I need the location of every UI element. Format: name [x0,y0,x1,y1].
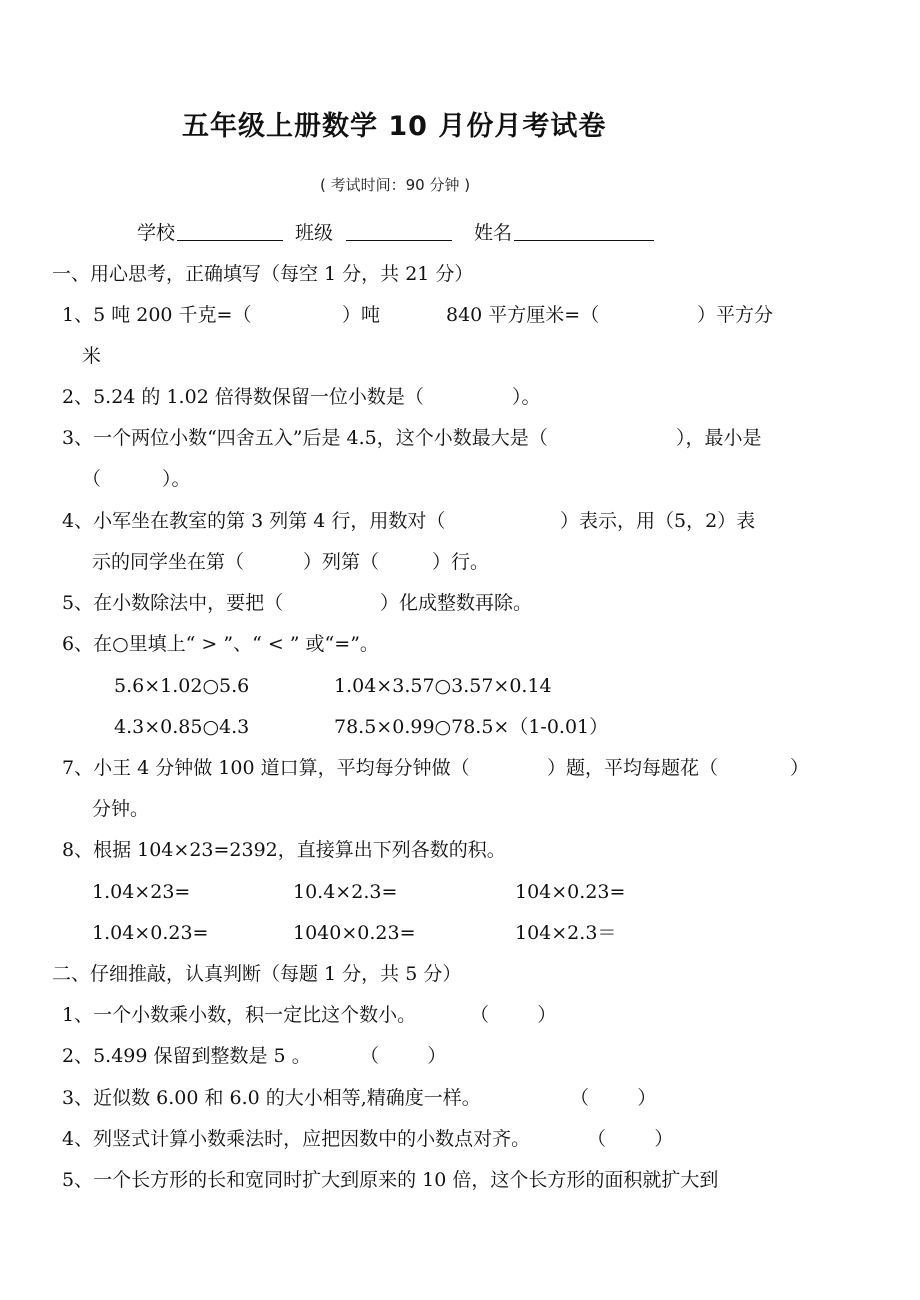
question-text: ）平方分 [697,304,774,326]
class-blank[interactable] [346,220,452,248]
calc-item: 104×2.3＝ [515,922,617,944]
question-text: 3、一个两位小数“四舍五入”后是 4.5，这个小数最大是（ [62,427,548,449]
answer-parentheses[interactable]: （ ） [570,1087,657,1109]
question-text: 分钟。 [92,798,150,820]
question-text: ）。 [512,386,541,408]
calc-item: 1.04×23= [92,881,191,903]
judgment-item: 3、近似数 6.00 和 6.0 的大小相等,精确度一样。 [62,1087,481,1109]
name-blank[interactable] [514,220,654,248]
calc-item: 1.04×0.23= [92,922,209,944]
question-text: 5、在小数除法中，要把（ [62,592,284,614]
school-blank[interactable] [177,220,283,248]
question-text: （ [82,468,102,490]
question-text: ）列第（ [303,551,380,573]
question-text: ），最小是 [676,427,762,449]
question-text: ）吨 [342,304,381,326]
question-text: 1、5 吨 200 千克=（ [62,304,252,326]
answer-parentheses[interactable]: （ ） [470,1004,557,1026]
question-text: ） [790,757,810,779]
question-text: 7、小王 4 分钟做 100 道口算，平均每分钟做（ [62,757,470,779]
judgment-item: 2、5.499 保留到整数是 5 。 [62,1045,311,1067]
judgment-item: 5、一个长方形的长和宽同时扩大到原来的 10 倍，这个长方形的面积就扩大到 [62,1169,719,1191]
question-text: ）化成整数再除。 [380,592,533,614]
calc-item: 104×0.23= [515,881,626,903]
question-text: ）表示，用（5，2）表 [560,510,756,532]
question-text: 4、小军坐在教室的第 3 列第 4 行，用数对（ [62,510,446,532]
judgment-item: 1、一个小数乘小数，积一定比这个数小。 [62,1004,417,1026]
comparison-item: 1.04×3.57○3.57×0.14 [334,675,552,697]
calc-item: 1040×0.23= [293,922,416,944]
answer-parentheses[interactable]: （ ） [360,1045,447,1067]
answer-parentheses[interactable]: （ ） [587,1128,674,1150]
comparison-item: 78.5×0.99○78.5×（1-0.01） [334,716,609,738]
comparison-item: 5.6×1.02○5.6 [114,675,250,697]
question-text: 6、在○里填上“ > ”、“ < ” 或“=”。 [62,633,379,655]
question-text: ）行。 [432,551,490,573]
question-text: 8、根据 104×23=2392，直接算出下列各数的积。 [62,839,506,861]
question-text: ）题，平均每题花（ [547,757,719,779]
section-heading: 一、用心思考，正确填写（每空 1 分，共 21 分） [52,263,474,285]
question-text: ）。 [162,468,191,490]
judgment-item: 4、列竖式计算小数乘法时，应把因数中的小数点对齐。 [62,1128,531,1150]
question-text: 示的同学坐在第（ [92,551,245,573]
name-label: 姓名 [474,222,513,244]
question-text: 米 [82,345,102,367]
question-text: 840 平方厘米=（ [446,304,600,326]
class-label: 班级 [295,222,334,244]
page-title: 五年级上册数学 10 月份月考试卷 [182,111,607,142]
comparison-item: 4.3×0.85○4.3 [114,716,250,738]
exam-duration: ( 考试时间：90 分钟 ) [320,176,471,194]
question-text: 2、5.24 的 1.02 倍得数保留一位小数是（ [62,386,424,408]
calc-item: 10.4×2.3= [293,881,398,903]
school-label: 学校 [137,222,176,244]
section-heading: 二、仔细推敲，认真判断（每题 1 分，共 5 分） [52,963,462,985]
